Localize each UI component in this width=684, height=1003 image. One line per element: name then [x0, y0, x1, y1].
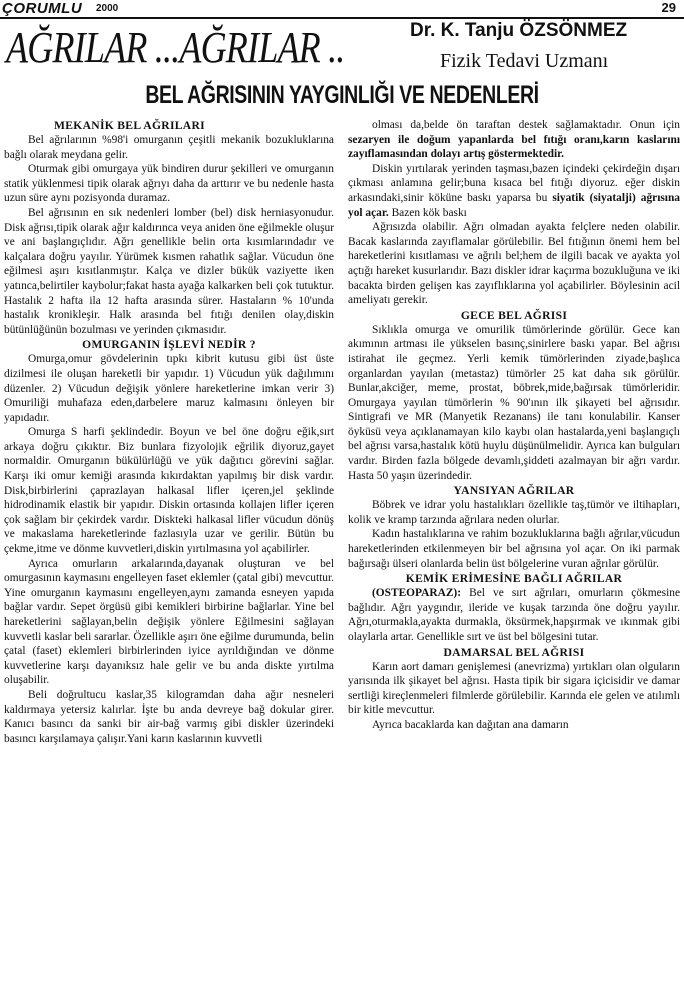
section-heading-kemik: KEMİK ERİMESİNE BAĞLI AĞRILAR [405, 572, 623, 586]
paragraph: Omurga S harfi şeklindedir. Boyun ve bel öne doğru eğik,sırt arkaya doğru çıkıktır. Biz bunlara fizyolojik eğrilik diyoruz,gayet normaldir. Omurganın bükülürlüğü ve yük dağıtıcı görevini sağlar. Karşı iki omur kemiği arasında kıkırdaktan yapılmış bir disk vardır. Disk,birbirlerini çaprazlayan halkasal lifler içeren,jel şeklinde hidrodinamik elastik bir yapıdır. Diskin ortasında kollajen lifler içeren çok sağlam bir çekirdek vardır. Diskteki halkasal lifler vücudun dönüş ve makaslama hareketlerinde fazlasıyla uzar ve gerilir. Bütün bu çekme,itme ve dönme kuvvetleri,diskin yırtılmasına yol açabilirler. [4, 426, 334, 556]
author-name: Dr. K. Tanju ÖZSÖNMEZ [410, 20, 628, 41]
paragraph: Böbrek ve idrar yolu hastalıkları özellikle taş,tümör ve iltihapları, kolik ve kramp tarzında ağrılara neden olurlar. [348, 499, 680, 526]
article-headline: BEL AĞRISININ YAYGINLIĞI VE NEDENLERİ [145, 81, 539, 109]
section-heading-islev: OMURGANIN İŞLEVİ NEDİR ? [82, 338, 256, 352]
section-heading-yansiyan: YANSIYAN AĞRILAR [453, 484, 575, 498]
paragraph: Karın aort damarı genişlemesi (anevrizma) yırtıkları olan olguların yarısında ilk şikayet bel ağrısı. Hasta tipik bir sigara içicisidir ve damar sertliği kireçlenmeleri filmlerde görülebilir. Karında ele gelen ve atılımlı bir kitle mevcuttur. [348, 660, 680, 717]
masthead-year: 2000 [96, 3, 119, 14]
paragraph: Kadın hastalıklarına ve rahim bozukluklarına bağlı ağrılar,vücudun hareketlerinden etkilenmeyen bir bel ağrısına yol açar. On iki parmak bağırsağı ülseri olanlarda belin üst bölgelerine vuran ağrılar görülür. [348, 528, 680, 570]
paragraph: Sıklıkla omurga ve omurilik tümörlerinde görülür. Gece kan akımının artması ile yükselen basınç,sinirlere baskı yapar. Bel ağrısı istirahat ile geçmez. Yerli kemik tümörlerinden ziyade,başlıca organlardan yayılan (metastaz) tümörler 25 kat daha sık görülür. Bunlar,akciğer, meme, prostat, böbrek,mide,bağırsak tümörleridir. Omurgaya yayılan tümörlerin % 90'ının ilk şikayeti bel ağrısıdır. Sintigrafi ve MR (Manyetik Rezanans) ile tanı konulabilir. Kanser öyküsü veya açıklanamayan kilo kaybı olan hastalarda,yeni başlangıçlı bel ağrısı varsa,hastalık kötü huylu düşünülmelidir. Ayrıca kan bulguları vardır. Birden fazla bölgede devamlı,şiddeti azalmayan bir ağrı vardır. Hasta 50 yaşın üzerindedir. [348, 323, 680, 482]
paragraph [348, 118, 680, 162]
article-title-decorative: AĞRILAR ...AĞRILAR .. [6, 23, 345, 72]
paragraph-text: olması da,belde ön taraftan destek sağlamaktadır. Onun için [372, 119, 680, 131]
paragraph: Oturmak gibi omurgaya yük bindiren durur şekilleri ve omurganın statik yüklenmesi tipik olarak ağrıyı daha da arttırır ve bu nedenle hasta uzun süre aynı pozisyonda duramaz. [4, 163, 334, 205]
author-role: Fizik Tedavi Uzmanı [440, 50, 609, 72]
header-divider [0, 17, 684, 19]
paragraph: Beli doğrultucu kaslar,35 kilogramdan daha ağır nesneleri kaldırmaya yetersiz kalırlar. İşte bu anda devreye bağ dokular girer. Kanıcı basıncı da sanki bir air-bağ varmış gibi diskler üzerindeki basıncı karşılamaya çalışır.Yani karın kaslarının kuvvetli [4, 688, 334, 745]
right-column [348, 118, 680, 733]
paragraph: Omurga,omur gövdelerinin tıpkı kibrit kutusu gibi üst üste dizilmesi ile oluşan hareketli bir yapıdır. 1) Vücudun yük dağılımını düzenler. 2) Vücudun değişik yönlere hareketlerine imkan verir 3) Omuriliği muhafaza eden,darbelere maruz kalmasını önleyen bir yapıdadır. [4, 353, 334, 424]
paragraph: Bel ağrılarının %98'i omurganın çeşitli mekanik bozukluklarına bağlı olarak meydana gelir. [4, 134, 334, 161]
section-heading-damar: DAMARSAL BEL AĞRISI [443, 645, 585, 659]
left-column [4, 118, 334, 746]
paragraph [348, 162, 680, 220]
section-heading-mekanik: MEKANİK BEL AĞRILARI [54, 119, 205, 132]
page-number: 29 [661, 0, 676, 15]
section-heading-gece: GECE BEL AĞRISI [460, 308, 568, 322]
section-subheading-osteo: (OSTEOPARAZ): [372, 587, 462, 600]
paragraph [348, 586, 680, 644]
paragraph-emphasis: sezaryen ile doğum yapanlarda bel fıtığı oranı,karın kaslarını zayıflamasından dolayı artış göstermektedir. [348, 133, 680, 161]
masthead-logo: ÇORUMLU [2, 0, 83, 17]
paragraph-text: Bazen kök baskı [388, 206, 467, 219]
paragraph-text: Diskin yırtılarak yerinden taşması,bazen içindeki çekirdeğin dışarı çıkması anlamına gelir;buna kısaca bel fıtığı diyoruz. eğer diskin arkasındaki,sinir köküne baskı yaparsa bu [348, 162, 680, 204]
paragraph: Ağrısızda olabilir. Ağrı olmadan ayakta felçlere neden olabilir. Bacak kaslarında zayıflamalar görülebilir. Bel fıtığının önemi hem bel hareketlerini kısıtlaması ve ağrılı bel;hem de ilgili bacak ve ayakta yol açtığı hareket kusurlarıdır. Bazı diskler idrar kaçırma bozukluğuna ve iki bacakta birden gelişen kas zayıflıklarına yol açabilirler. Böylesinin acil ameliyatı gerekir. [348, 221, 680, 307]
paragraph-text: Bel ve sırt ağrıları, omurların çökmesine bağlıdır. Ağrı yaygındır, ileride ve kuşak tarzında öne doğru yayılır. Ağrı,oturmakla,ayakta durmakla, öksürmek,hapşırmak ve ıkınmak gibi olaylarla artar. Genellikle sırt ve üst bel bölgesini tutar. [348, 587, 680, 643]
paragraph-emphasis: siyatik (siyatalji) ağrısına yol açar. [348, 191, 680, 219]
paragraph: Bel ağrısının en sık nedenleri lomber (bel) disk herniasyonudur. Disk ağrısı,tipik olarak ağır kaldırınca veya aniden öne eğilmekle oluşur ve ani başlangıçlıdır. Ağrı genellikle belin orta kısımlarındadır ve kalçalara doğru yayılır. Yürümek kısmen rahatlık sağlar. Vücudun öne eğilmesi aşırı kısıtlanmıştır. Kalça ve dizler bükük vaziyette iken yatınca,belirtiler kaybolur;fakat hasta ayağa kalkarken beli çok tutuktur. Hastalık 2 hafta ila 12 hafta arasında sürer. Hastaların % 10'unda hastalık kronikleşir. Halk arasında bel fıtığı denilen olay,diskin bütünlüğünün bozulması ve yerinden çıkmasıdır. [4, 206, 334, 336]
paragraph: Ayrıca bacaklarda kan dağıtan ana damarın [372, 718, 569, 731]
paragraph: Ayrıca omurların arkalarında,dayanak oluşturan ve bel omurgasının kaymasını engelleyen faset eklemler (çatal gibi) mevcuttur. Yine omurganın kaymasını engelleyen,aynı zamanda esneyen yapıda bağlar vardır. Sepet örgüsü gibi kemikleri birbirine bağlarlar. Yine bel hareketlerini sağlayan,belin değişik yönlere Eğilmesini sağlayan kuvvetli kaslar beli sararlar. Özellikle aşırı öne eğilme durumunda, belin çatal (faset) eklemleri birbirlerinden iyice ayrıldığından ve dönme kuvvetlerine karşı dayanıksız hale gelir ve bu anda diskte yırtılma oluşabilir. [4, 557, 334, 687]
